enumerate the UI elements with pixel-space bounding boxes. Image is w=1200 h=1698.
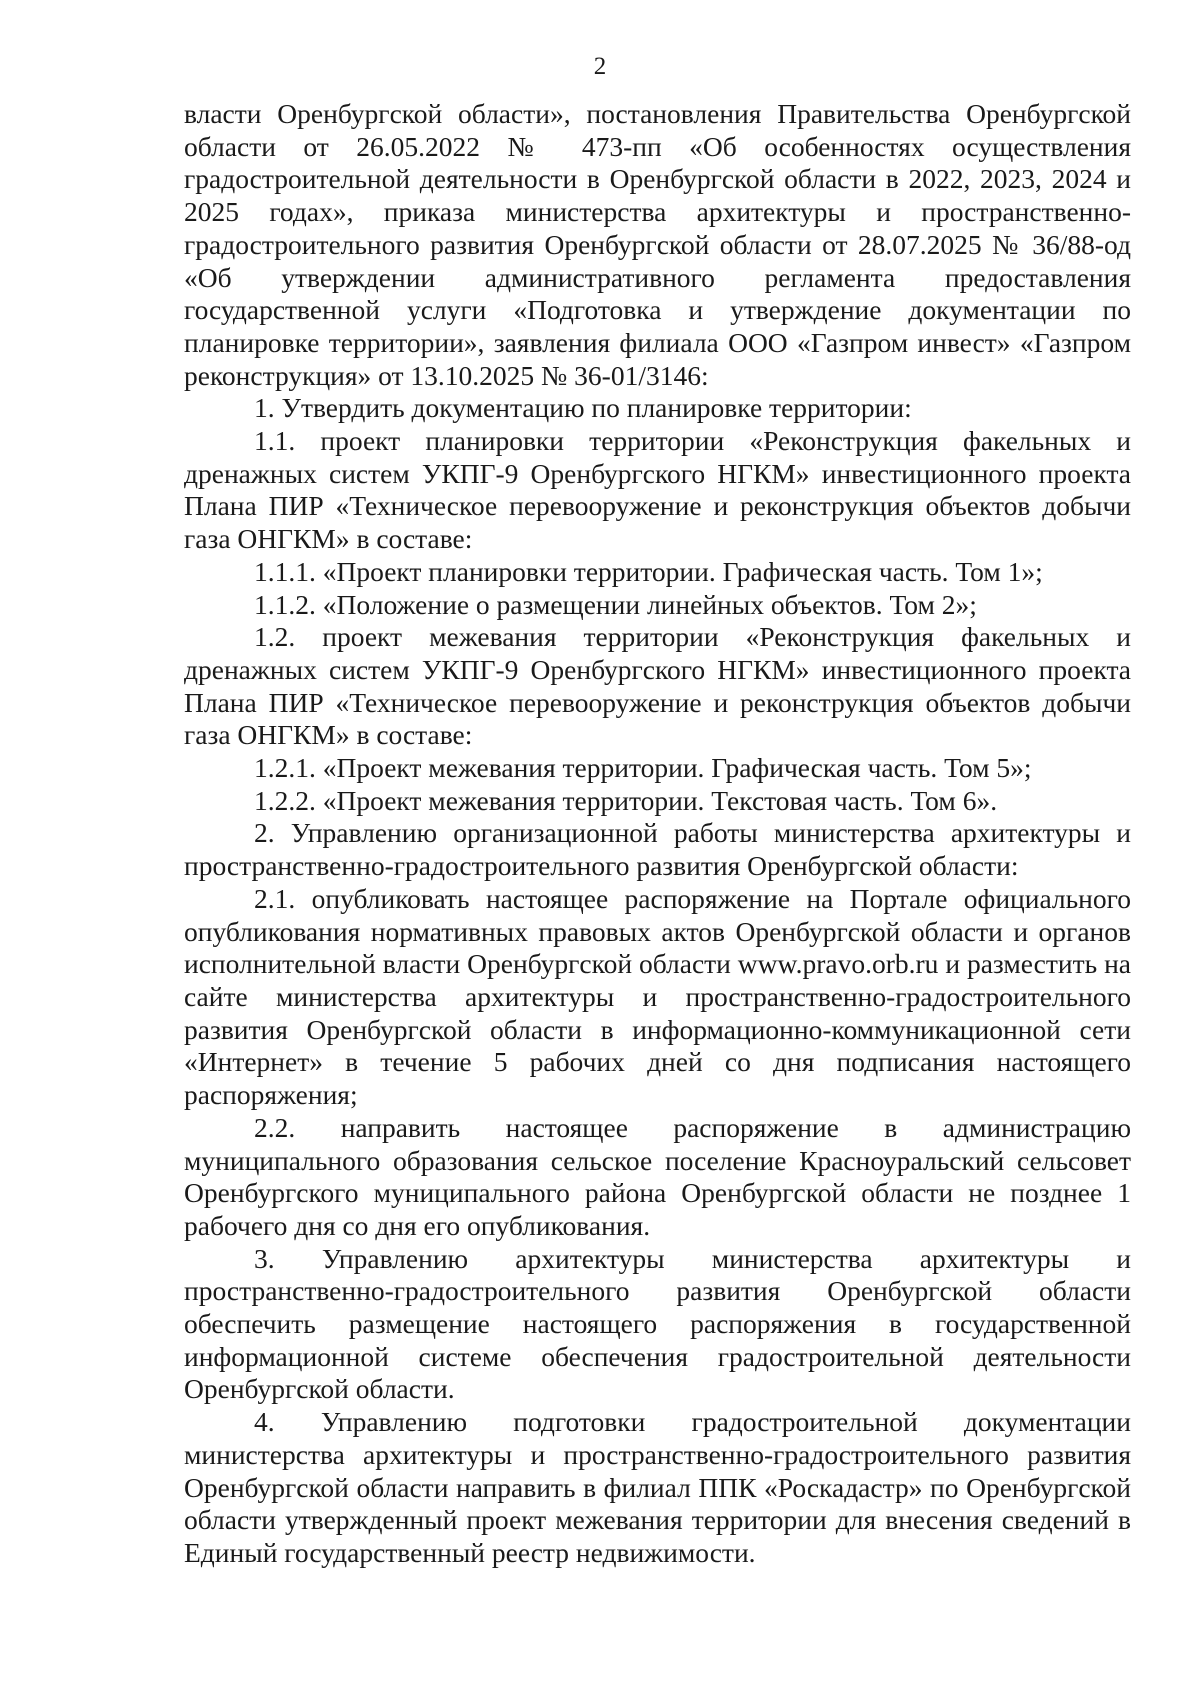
document-body (184, 98, 1131, 1570)
page-number: 2 (593, 53, 607, 80)
paragraph-intro-continuation: власти Оренбургской области», постановления Правительства Оренбургской области от 26.05.2022 № 473-пп «Об особенностях осуществления градостроительной деятельности в Оренбургской области в 2022, 2023, 2024 и 2025 годах», приказа министерства архитектуры и пространственно-градостроительного развития Оренбургской области от 28.07.2025 № 36/88-од «Об утверждении административного регламента предоставления государственной услуги «Подготовка и утверждение документации по планировке территории», заявления филиала ООО «Газпром инвест» «Газпром реконструкция» от 13.10.2025 № 36-01/3146: (184, 98, 1131, 391)
paragraph-item-2-1: 2.1. опубликовать настоящее распоряжение на Портале официального опубликования нормативных правовых актов Оренбургской области и органов исполнительной власти Оренбургской области www.pravo.orb.ru и разместить на сайте министерства архитектуры и пространственно-градостроительного развития Оренбургской области в информационно-коммуникационной сети «Интернет» в течение 5 рабочих дней со дня подписания настоящего распоряжения; (184, 882, 1131, 1111)
paragraph-item-1-2-1: 1.2.1. «Проект межевания территории. Графическая часть. Том 5»; (254, 752, 1032, 784)
paragraph-item-1-2: 1.2. проект межевания территории «Реконструкция факельных и дренажных систем УКПГ-9 Оренбургского НГКМ» инвестиционного проекта Плана ПИР «Техническое перевооружение и реконструкция объектов добычи газа ОНГКМ» в составе: (184, 621, 1131, 751)
paragraph-item-4: 4. Управлению подготовки градостроительной документации министерства архитектуры и пространственно-градостроительного развития Оренбургской области направить в филиал ППК «Роскадастр» по Оренбургской области утвержденный проект межевания территории для внесения сведений в Единый государственный реестр недвижимости. (184, 1406, 1131, 1568)
paragraph-item-1-2-2: 1.2.2. «Проект межевания территории. Текстовая часть. Том 6». (254, 784, 998, 816)
paragraph-item-1-1-2: 1.1.2. «Положение о размещении линейных объектов. Том 2»; (254, 588, 977, 620)
paragraph-item-2-2: 2.2. направить настоящее распоряжение в администрацию муниципального образования сельское поселение Красноуральский сельсовет Оренбургского муниципального района Оренбургской области не позднее 1 рабочего дня со дня его опубликования. (184, 1111, 1131, 1241)
paragraph-item-2: 2. Управлению организационной работы министерства архитектуры и пространственно-градостроительного развития Оренбургской области: (184, 817, 1131, 882)
paragraph-item-1-1-1: 1.1.1. «Проект планировки территории. Графическая часть. Том 1»; (254, 555, 1043, 587)
paragraph-item-1-1: 1.1. проект планировки территории «Реконструкция факельных и дренажных систем УКПГ-9 Оренбургского НГКМ» инвестиционного проекта Плана ПИР «Техническое перевооружение и реконструкция объектов добычи газа ОНГКМ» в составе: (184, 425, 1131, 555)
paragraph-item-3: 3. Управлению архитектуры министерства архитектуры и пространственно-градостроительного развития Оренбургской области обеспечить размещение настоящего распоряжения в государственной информационной системе обеспечения градостроительной деятельности Оренбургской области. (184, 1242, 1131, 1405)
paragraph-item-1: 1. Утвердить документацию по планировке территории: (254, 392, 912, 424)
